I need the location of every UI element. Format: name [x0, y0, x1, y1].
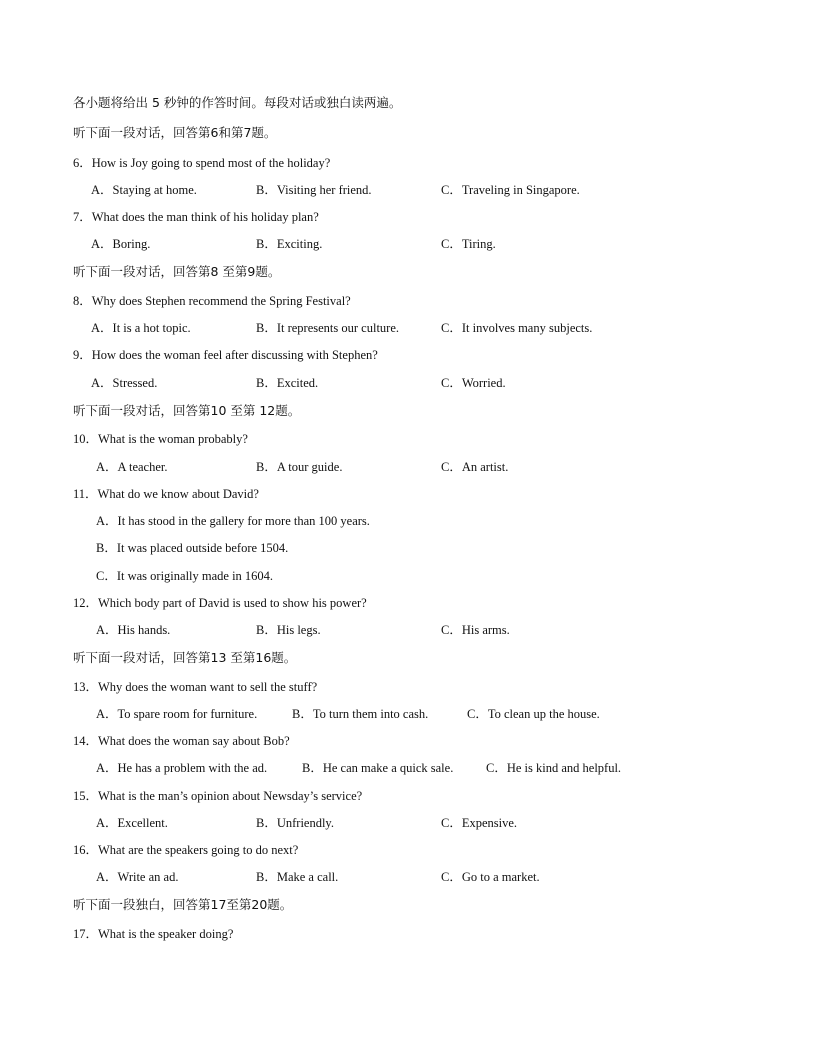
- question-14-option-a: A．He has a problem with the ad.: [96, 761, 268, 775]
- question-6-option-a: A．Staying at home.: [91, 183, 197, 197]
- instructions-text: 各小题将给出 5 秒钟的作答时间。每段对话或独白读两遍。: [73, 95, 402, 110]
- question-13: 13．Why does the woman want to sell the stuff?: [73, 680, 318, 694]
- question-16-option-a: A．Write an ad.: [96, 870, 179, 884]
- question-15: 15．What is the man’s opinion about Newsday’s service?: [73, 789, 363, 803]
- question-8-option-a: A．It is a hot topic.: [91, 321, 191, 335]
- question-14-option-b: B．He can make a quick sale.: [302, 761, 454, 775]
- section-header: 听下面一段对话，回答第10 至第 12题。: [73, 403, 301, 418]
- question-15-option-a: A．Excellent.: [96, 816, 168, 830]
- question-14-option-c: C．He is kind and helpful.: [486, 761, 622, 775]
- question-10: 10．What is the woman probably?: [73, 432, 248, 446]
- question-13-option-c: C．To clean up the house.: [467, 707, 600, 721]
- question-16-option-b: B．Make a call.: [256, 870, 339, 884]
- question-6-option-b: B．Visiting her friend.: [256, 183, 372, 197]
- question-8: 8．Why does Stephen recommend the Spring Festival?: [73, 294, 351, 308]
- question-12: 12．Which body part of David is used to show his power?: [73, 596, 367, 610]
- question-9-option-b: B．Excited.: [256, 376, 319, 390]
- question-11-option-a: A．It has stood in the gallery for more than 100 years.: [96, 514, 370, 528]
- question-10-option-a: A．A teacher.: [96, 460, 168, 474]
- question-8-option-c: C．It involves many subjects.: [441, 321, 593, 335]
- question-13-option-b: B．To turn them into cash.: [292, 707, 429, 721]
- question-11: 11．What do we know about David?: [73, 487, 259, 501]
- question-6: 6．How is Joy going to spend most of the holiday?: [73, 156, 331, 170]
- section-header: 听下面一段对话，回答第6和第7题。: [73, 125, 277, 140]
- section-header: 听下面一段对话，回答第8 至第9题。: [73, 264, 281, 279]
- question-15-option-b: B．Unfriendly.: [256, 816, 334, 830]
- question-11-option-b: B．It was placed outside before 1504.: [96, 541, 289, 555]
- question-14: 14．What does the woman say about Bob?: [73, 734, 290, 748]
- question-12-option-a: A．His hands.: [96, 623, 171, 637]
- section-header: 听下面一段独白，回答第17至第20题。: [73, 897, 293, 912]
- question-11-option-c: C．It was originally made in 1604.: [96, 569, 274, 583]
- question-7: 7．What does the man think of his holiday plan?: [73, 210, 319, 224]
- question-10-option-b: B．A tour guide.: [256, 460, 343, 474]
- question-12-option-b: B．His legs.: [256, 623, 321, 637]
- question-9-option-a: A．Stressed.: [91, 376, 158, 390]
- question-9: 9．How does the woman feel after discussing with Stephen?: [73, 348, 378, 362]
- question-17: 17．What is the speaker doing?: [73, 927, 234, 941]
- question-15-option-c: C．Expensive.: [441, 816, 518, 830]
- question-7-option-c: C．Tiring.: [441, 237, 496, 251]
- question-7-option-a: A．Boring.: [91, 237, 151, 251]
- question-16: 16．What are the speakers going to do next?: [73, 843, 299, 857]
- question-16-option-c: C．Go to a market.: [441, 870, 540, 884]
- section-header: 听下面一段对话，回答第13 至第16题。: [73, 650, 297, 665]
- question-6-option-c: C．Traveling in Singapore.: [441, 183, 580, 197]
- question-13-option-a: A．To spare room for furniture.: [96, 707, 258, 721]
- question-9-option-c: C．Worried.: [441, 376, 506, 390]
- question-12-option-c: C．His arms.: [441, 623, 510, 637]
- question-10-option-c: C．An artist.: [441, 460, 509, 474]
- question-7-option-b: B．Exciting.: [256, 237, 323, 251]
- question-8-option-b: B．It represents our culture.: [256, 321, 400, 335]
